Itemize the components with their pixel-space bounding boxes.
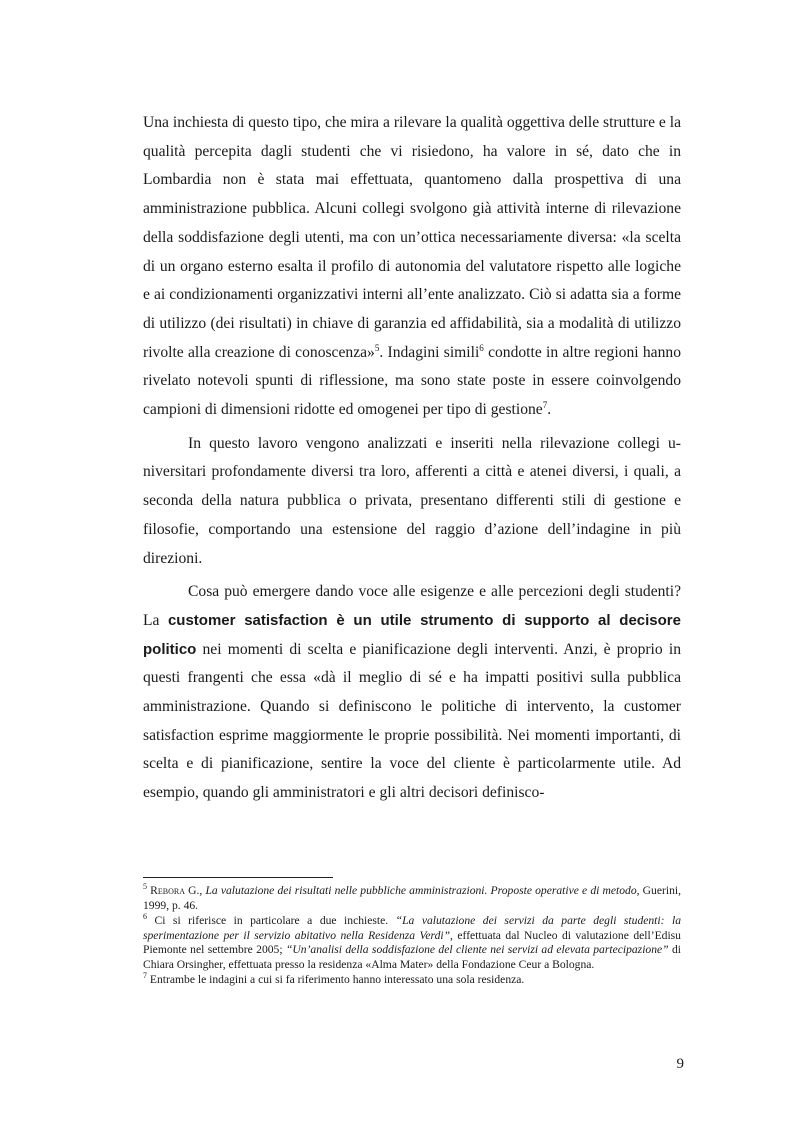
paragraph-1-text-b: . Indagini simili bbox=[379, 343, 480, 361]
paragraph-1 bbox=[143, 109, 681, 425]
paragraph-2: In questo lavoro vengono analizzati e inseriti nella rilevazione collegi universitari profondamente diversi tra loro, afferenti a città e atenei diversi, i quali, a seconda della natura pubblica o privata, presentano differenti stili di gestione e filosofie, comportando una estensione del raggio d’azione dell’indagine in più direzioni. bbox=[143, 434, 681, 567]
footnote-separator bbox=[143, 877, 333, 878]
footnote-author: Rebora G. bbox=[150, 884, 200, 897]
page-number: 9 bbox=[676, 1056, 684, 1072]
footnote-ref-5[interactable]: 5 bbox=[374, 342, 380, 353]
paragraph-1-text-d: . bbox=[547, 401, 552, 419]
paragraph-1-text-a: Una inchiesta di questo tipo, che mira a rilevare la qualità oggettiva delle strutture e la qualità percepita dagli studenti che vi risiedono, ha valore in sé, dato che in Lombardia non è stata mai effettuata, quantomeno dalla prospettiva di una amministrazione pubblica. Alcuni collegi svolgono già attività interne di rilevazione della soddisfazione degli utenti, ma con un’ottica necessariamente diversa: «la scelta di un organo esterno esalta il profilo di autonomia del valutatore rispetto alle logiche e ai condizionamenti organizzativi interni all’ente analizzato. Ciò si adatta sia a forme di utilizzo (dei risultati) in chiave di garanzia ed affidabilità, sia a modalità di utilizzo rivolte alla creazione di conoscenza» bbox=[143, 114, 681, 361]
footnotes bbox=[143, 884, 681, 989]
paragraph-3-text-b: nei momenti di scelta e pianificazione degli interventi. Anzi, è proprio in questi frangenti che essa «dà il meglio di sé e ha impatti positivi sulla pubblica amministrazione. Quando si definiscono le politiche di intervento, la customer satisfaction esprime maggiormente le proprie possibilità. Nei momenti importanti, di scelta e di pianificazione, sentire la voce del cliente è particolarmente utile. Ad esempio, quando gli amministratori e gli altri decisori definisco- bbox=[143, 640, 681, 802]
paragraph-3-text-a: Cosa può emergere dando voce alle esigenze e alle percezioni degli studenti? La bbox=[143, 583, 681, 629]
footnote-title: “Un’analisi della soddisfazione del cliente nei servizi ad elevata partecipazione” bbox=[285, 943, 669, 956]
paragraph-3 bbox=[143, 578, 681, 808]
footnote-5 bbox=[143, 884, 681, 913]
footnote-number: 5 bbox=[143, 882, 147, 892]
footnote-text: , effettuata dal Nucleo di valutazione dell’Edisu Piemonte nel settembre 2005; bbox=[143, 928, 681, 956]
footnote-6 bbox=[143, 914, 681, 972]
footnote-text: Ci si riferisce in particolare a due inchieste. bbox=[147, 914, 396, 927]
footnote-ref-6[interactable]: 6 bbox=[479, 342, 484, 353]
footnote-7 bbox=[143, 973, 681, 988]
paragraph-3-bold-phrase: customer satisfaction è un utile strumento di supporto al decisore politico bbox=[143, 611, 681, 658]
footnote-title: “La valutazione dei servizi da parte degli studenti: la sperimentazione per il servizio abitativo nella Residenza Verdi” bbox=[143, 914, 681, 942]
footnote-separator-text: , bbox=[199, 884, 206, 897]
footnote-ref-7[interactable]: 7 bbox=[542, 399, 548, 410]
footnote-title: La valutazione dei risultati nelle pubbliche amministrazioni. Proposte operative e di metodo bbox=[205, 884, 637, 897]
footnote-text: Entrambe le indagini a cui si fa riferimento hanno interessato una sola residenza. bbox=[147, 973, 525, 986]
footnote-text: di Chiara Orsingher, effettuata presso la residenza «Alma Mater» della Fondazione Ceur a Bologna. bbox=[143, 943, 682, 971]
paragraph-1-text-c: condotte in altre regioni hanno rivelato notevoli spunti di riflessione, ma sono state poste in essere coinvolgendo campioni di dimensioni ridotte ed omogenei per tipo di gestione bbox=[143, 343, 681, 419]
footnote-number: 7 bbox=[143, 971, 147, 981]
footnote-number: 6 bbox=[143, 912, 147, 922]
main-text bbox=[143, 109, 681, 813]
footnote-publisher: , Guerini, 1999, p. 46. bbox=[143, 884, 681, 912]
